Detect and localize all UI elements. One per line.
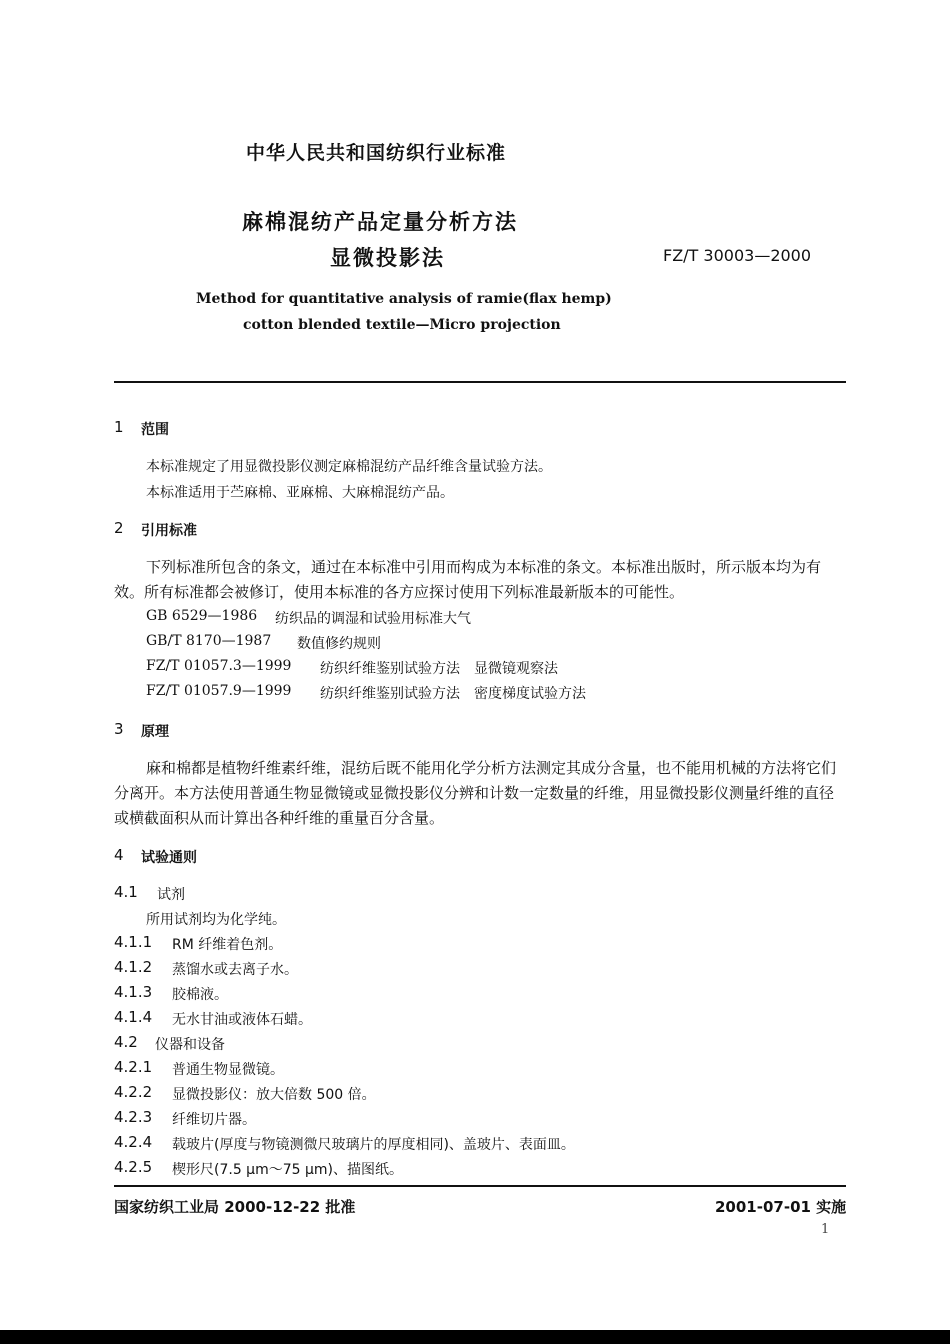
item-4-1-text: 试剂: [157, 887, 185, 903]
item-4-2-number: 4.2: [114, 1033, 138, 1051]
item-4-1-1-number: 4.1.1: [114, 933, 153, 951]
approval-date: 国家纺织工业局 2000-12-22 批准: [114, 1198, 356, 1216]
section-3-paragraph: [114, 756, 846, 831]
section-3-paragraph-text: 麻和棉都是植物纤维素纤维，混纺后既不能用化学分析方法测定其成分含量，也不能用机械的方法将它们分离开。本方法使用普通生物显微镜或显微投影仪分辨和计数一定数量的纤维，用显微投影仪测量纤维的直径或横截面积从而计算出各种纤维的重量百分含量。: [114, 759, 837, 827]
section-2-title: 引用标准: [141, 523, 197, 539]
ref-3-name: 纺织纤维鉴别试验方法 显微镜观察法: [320, 661, 558, 677]
ref-4-code: FZ/T 01057.9—1999: [146, 683, 292, 699]
item-4-2-1-number: 4.2.1: [114, 1058, 153, 1076]
ref-3-code: FZ/T 01057.3—1999: [146, 658, 292, 674]
item-4-2-4-number: 4.2.4: [114, 1133, 153, 1151]
english-title-line1: Method for quantitative analysis of ramie(flax hemp): [196, 291, 612, 307]
item-4-2-2-number: 4.2.2: [114, 1083, 153, 1101]
item-4-1-note: 所用试剂均为化学纯。: [146, 912, 286, 928]
header-divider: [114, 381, 846, 383]
item-4-2-text: 仪器和设备: [155, 1037, 225, 1053]
section-1-title: 范围: [141, 422, 169, 438]
ref-2-name: 数值修约规则: [297, 636, 381, 652]
section-1-paragraph-1: 本标准规定了用显微投影仪测定麻棉混纺产品纤维含量试验方法。: [146, 459, 552, 475]
item-4-1-number: 4.1: [114, 883, 138, 901]
section-1-paragraph-2: 本标准适用于苎麻棉、亚麻棉、大麻棉混纺产品。: [146, 485, 454, 501]
item-4-1-4-number: 4.1.4: [114, 1008, 153, 1026]
item-4-1-1-text: RM 纤维着色剂。: [172, 937, 283, 953]
section-2-number: 2: [114, 519, 124, 537]
item-4-1-4-text: 无水甘油或液体石蜡。: [172, 1012, 312, 1028]
item-4-2-2-text: 显微投影仪：放大倍数 500 倍。: [172, 1087, 376, 1103]
standard-code: FZ/T 30003—2000: [663, 246, 812, 265]
item-4-2-3-number: 4.2.3: [114, 1108, 153, 1126]
item-4-1-2-number: 4.1.2: [114, 958, 153, 976]
item-4-1-3-number: 4.1.3: [114, 983, 153, 1001]
section-4-number: 4: [114, 846, 124, 864]
item-4-1-2-text: 蒸馏水或去离子水。: [172, 962, 298, 978]
item-4-2-5-text: 楔形尺(7.5 μm～75 μm)、描图纸。: [172, 1162, 403, 1178]
item-4-2-4-text: 载玻片(厚度与物镜测微尺玻璃片的厚度相同)、盖玻片、表面皿。: [172, 1137, 575, 1153]
section-2-paragraph: [114, 555, 846, 605]
item-4-2-1-text: 普通生物显微镜。: [172, 1062, 284, 1078]
industry-standard-heading: 中华人民共和国纺织行业标准: [246, 142, 507, 164]
ref-2-code: GB/T 8170—1987: [146, 633, 272, 649]
item-4-1-3-text: 胶棉液。: [172, 987, 228, 1003]
document-title-line2: 显微投影法: [330, 246, 445, 270]
ref-4-name: 纺织纤维鉴别试验方法 密度梯度试验方法: [320, 686, 586, 702]
section-2-paragraph-text: 下列标准所包含的条文，通过在本标准中引用而构成为本标准的条文。本标准出版时，所示版本均为有效。所有标准都会被修订，使用本标准的各方应探讨使用下列标准最新版本的可能性。: [114, 558, 822, 601]
item-4-2-3-text: 纤维切片器。: [172, 1112, 256, 1128]
ref-1-code: GB 6529—1986: [146, 608, 258, 624]
ref-1-name: 纺织品的调湿和试验用标准大气: [275, 611, 471, 627]
scan-edge: [0, 1330, 950, 1344]
footer-divider: [114, 1185, 846, 1187]
section-4-title: 试验通则: [141, 850, 197, 866]
section-3-number: 3: [114, 720, 124, 738]
english-title-line2: cotton blended textile—Micro projection: [243, 317, 561, 333]
item-4-2-5-number: 4.2.5: [114, 1158, 153, 1176]
effective-date: 2001-07-01 实施: [715, 1198, 847, 1216]
page-number: 1: [821, 1222, 830, 1237]
document-title-line1: 麻棉混纺产品定量分析方法: [242, 210, 518, 234]
section-1-number: 1: [114, 418, 124, 436]
section-3-title: 原理: [141, 724, 169, 740]
